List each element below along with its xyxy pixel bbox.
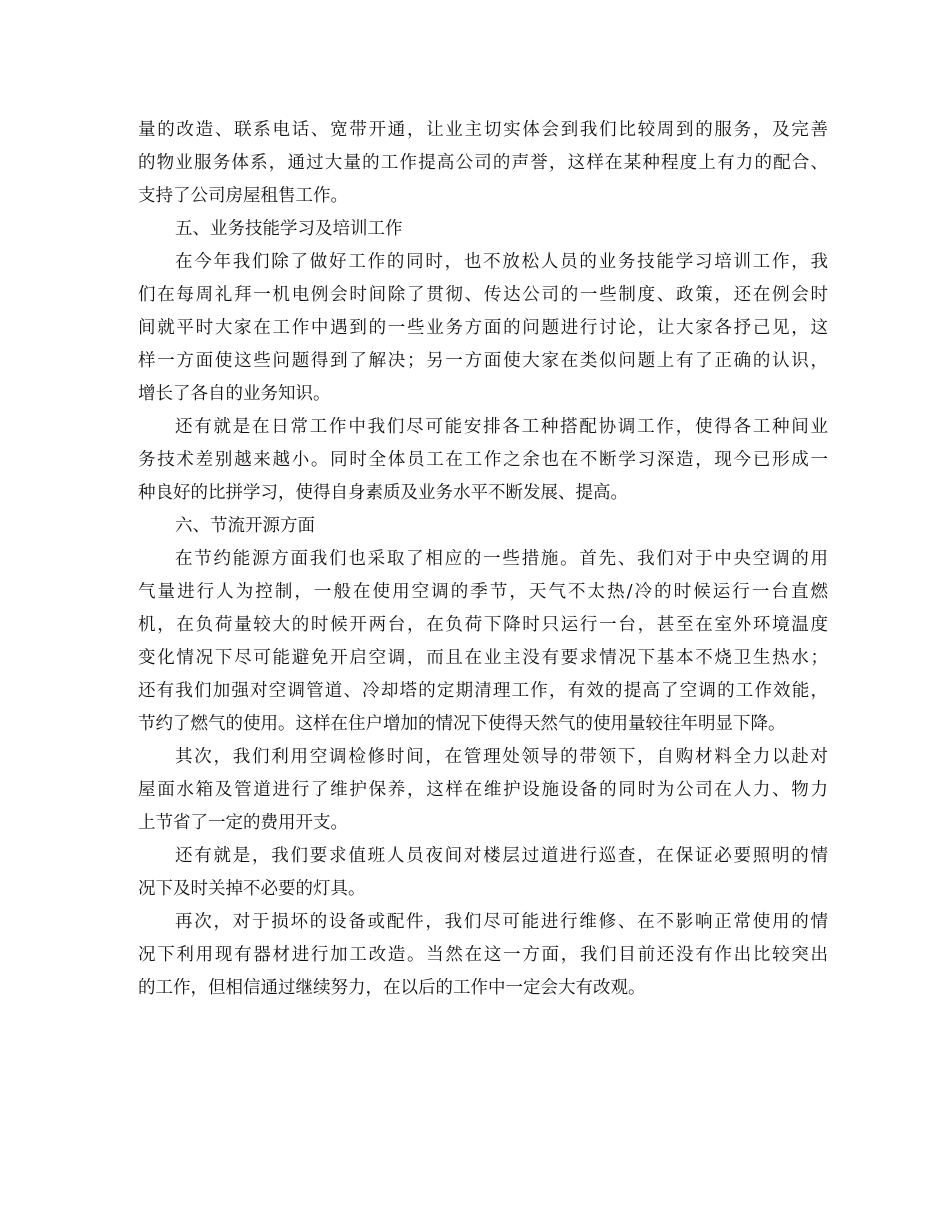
paragraph-line: 再次，对于损坏的设备或配件，我们尽可能进行维修、在不影响正常使用的情: [175, 912, 828, 932]
paragraph-line: 在节约能源方面我们也采取了相应的一些措施。首先、我们对于中央空调的用: [175, 549, 828, 569]
section-heading-5: 五、业务技能学习及培训工作: [175, 219, 403, 239]
paragraph-line: 间就平时大家在工作中遇到的一些业务方面的问题进行讨论，让大家各抒己见，这: [138, 318, 828, 338]
paragraph-line: 况下利用现有器材进行加工改造。当然在这一方面，我们目前还没有作出比较突出: [138, 945, 828, 965]
paragraph-line: 种良好的比拼学习，使得自身素质及业务水平不断发展、提高。: [138, 483, 628, 503]
paragraph-line: 况下及时关掉不必要的灯具。: [138, 879, 366, 899]
paragraph-line: 务技术差别越来越小。同时全体员工在工作之余也在不断学习深造，现今已形成一: [138, 450, 828, 470]
document-body: [138, 114, 828, 1005]
paragraph-line: 屋面水箱及管道进行了维护保养，这样在维护设施设备的同时为公司在人力、物力: [138, 780, 828, 800]
paragraph-line: 支持了公司房屋租售工作。: [138, 186, 348, 206]
paragraph-line: 样一方面使这些问题得到了解决；另一方面使大家在类似问题上有了正确的认识，: [138, 351, 828, 371]
paragraph-line: 的工作，但相信通过继续努力，在以后的工作中一定会大有改观。: [138, 978, 646, 998]
paragraph-line: 上节省了一定的费用开支。: [138, 813, 348, 833]
paragraph-line: 还有就是在日常工作中我们尽可能安排各工种搭配协调工作，使得各工种间业: [175, 417, 828, 437]
paragraph-line: 增长了各自的业务知识。: [138, 384, 331, 404]
paragraph-line: 的物业服务体系，通过大量的工作提高公司的声誉，这样在某种程度上有力的配合、: [138, 153, 828, 173]
paragraph-line: 节约了燃气的使用。这样在住户增加的情况下使得天然气的使用量较往年明显下降。: [138, 714, 786, 734]
paragraph-line: 量的改造、联系电话、宽带开通，让业主切实体会到我们比较周到的服务，及完善: [138, 120, 828, 140]
paragraph-line: 还有就是，我们要求值班人员夜间对楼层过道进行巡查，在保证必要照明的情: [175, 846, 828, 866]
paragraph-line: 们在每周礼拜一机电例会时间除了贯彻、传达公司的一些制度、政策，还在例会时: [138, 285, 828, 305]
paragraph-line: 其次，我们利用空调检修时间，在管理处领导的带领下，自购材料全力以赴对: [175, 747, 828, 767]
paragraph-line: 气量进行人为控制，一般在使用空调的季节，天气不太热/冷的时候运行一台直燃: [138, 582, 828, 602]
paragraph-line: 在今年我们除了做好工作的同时，也不放松人员的业务技能学习培训工作，我: [175, 252, 828, 272]
section-heading-6: 六、节流开源方面: [175, 516, 315, 536]
paragraph-line: 还有我们加强对空调管道、冷却塔的定期清理工作，有效的提高了空调的工作效能，: [138, 681, 828, 701]
paragraph-line: 机，在负荷量较大的时候开两台，在负荷下降时只运行一台，甚至在室外环境温度: [138, 615, 828, 635]
paragraph-line: 变化情况下尽可能避免开启空调，而且在业主没有要求情况下基本不烧卫生热水；: [138, 648, 828, 668]
